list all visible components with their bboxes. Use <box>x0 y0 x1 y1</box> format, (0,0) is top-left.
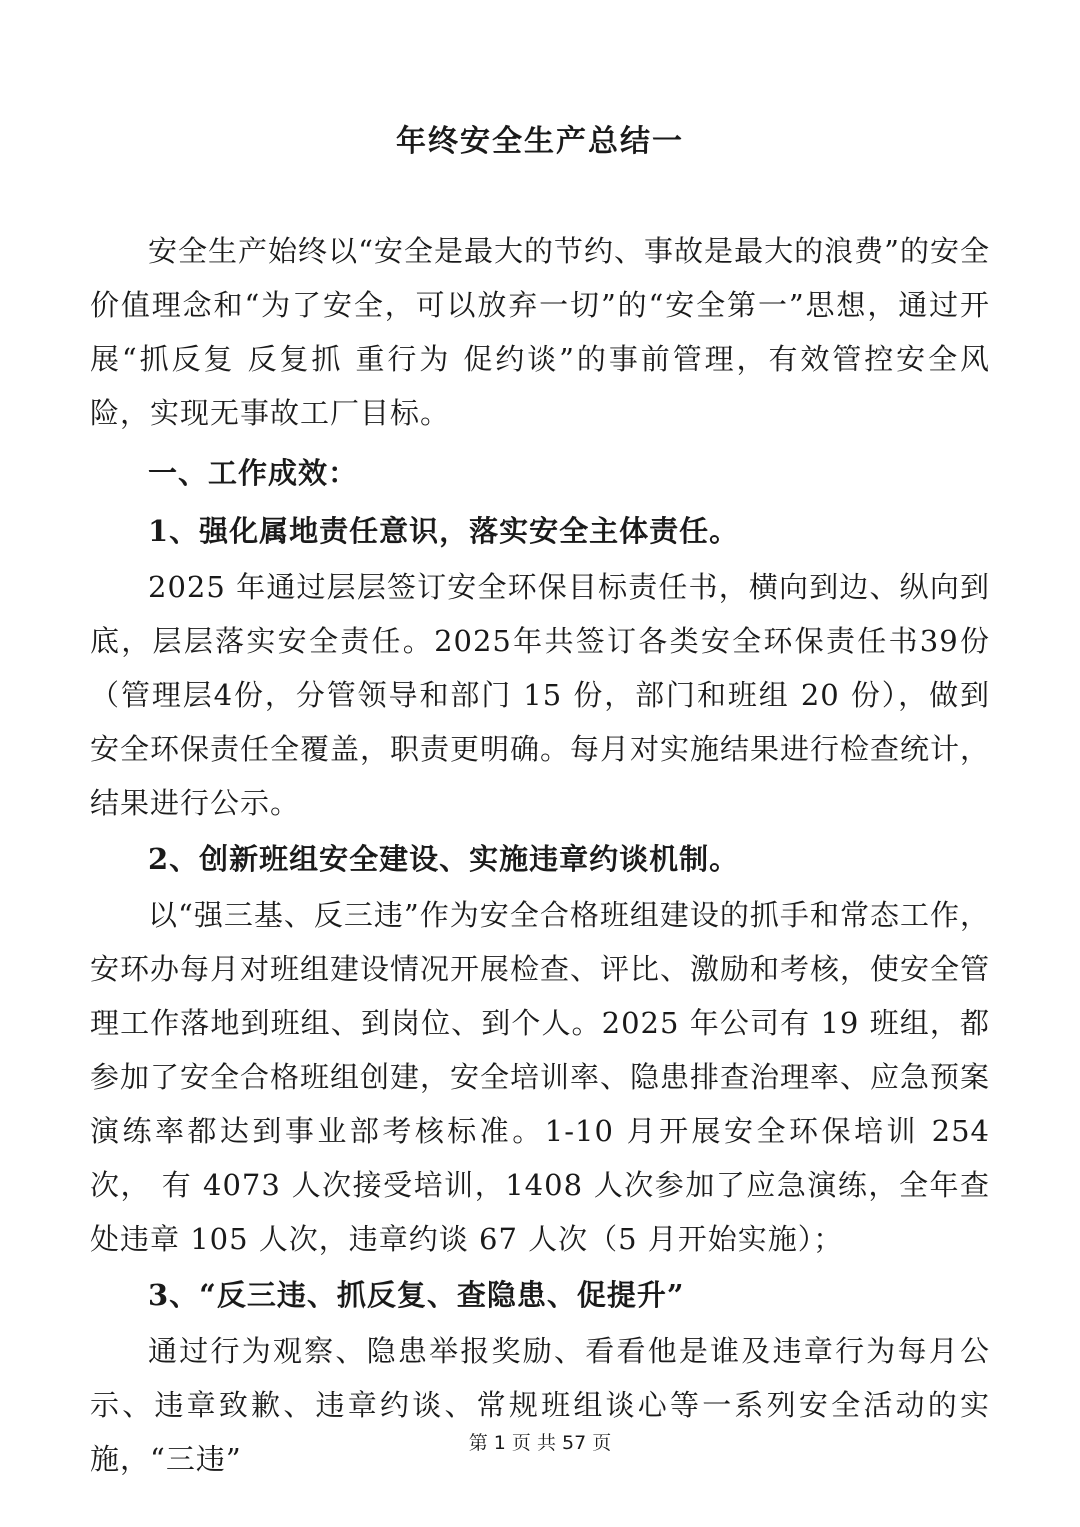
item-body-3: 通过行为观察、隐患举报奖励、看看他是谁及违章行为每月公示、违章致歉、违章约谈、常规班组谈心等一系列安全活动的实施，“三违” <box>90 1334 990 1476</box>
item-heading-2: 2、创新班组安全建设、实施违章约谈机制。 <box>148 842 740 876</box>
intro-paragraph: 安全生产始终以“安全是最大的节约、事故是最大的浪费”的安全价值理念和“为了安全，可以放弃一切”的“安全第一”思想，通过开展“抓反复 反复抓 重行为 促约谈”的事前管理，有效管控安全风险，实现无事故工厂目标。 <box>90 234 990 430</box>
item-body-2: 以“强三基、反三违”作为安全合格班组建设的抓手和常态工作，安环办每月对班组建设情况开展检查、评比、激励和考核，使安全管理工作落地到班组、到岗位、到个人。2025 年公司有 19 班组，都参加了安全合格班组创建，安全培训率、隐患排查治理率、应急预案演练率都达到事业部考核标准。1-10 月开展安全环保培训 254 次， 有 4073 人次接受培训，1408 人次参加了应急演练，全年查处违章 105 人次，违章约谈 67 人次（5 月开始实施）； <box>90 898 991 1256</box>
document-body <box>90 224 990 1486</box>
section-heading: 一、工作成效： <box>148 456 359 490</box>
item-heading-3: 3、“反三违、抓反复、查隐患、促提升” <box>148 1278 685 1312</box>
page-number-footer: 第 1 页 共 57 页 <box>468 1432 612 1454</box>
document-title: 年终安全生产总结一 <box>396 124 684 159</box>
item-body-1: 2025 年通过层层签订安全环保目标责任书，横向到边、纵向到底，层层落实安全责任。2025年共签订各类安全环保责任书39份（管理层4份，分管领导和部门 15 份，部门和班组 20 份），做到安全环保责任全覆盖，职责更明确。每月对实施结果进行检查统计，结果进行公示。 <box>90 570 991 820</box>
item-heading-1: 1、强化属地责任意识，落实安全主体责任。 <box>148 514 740 548</box>
